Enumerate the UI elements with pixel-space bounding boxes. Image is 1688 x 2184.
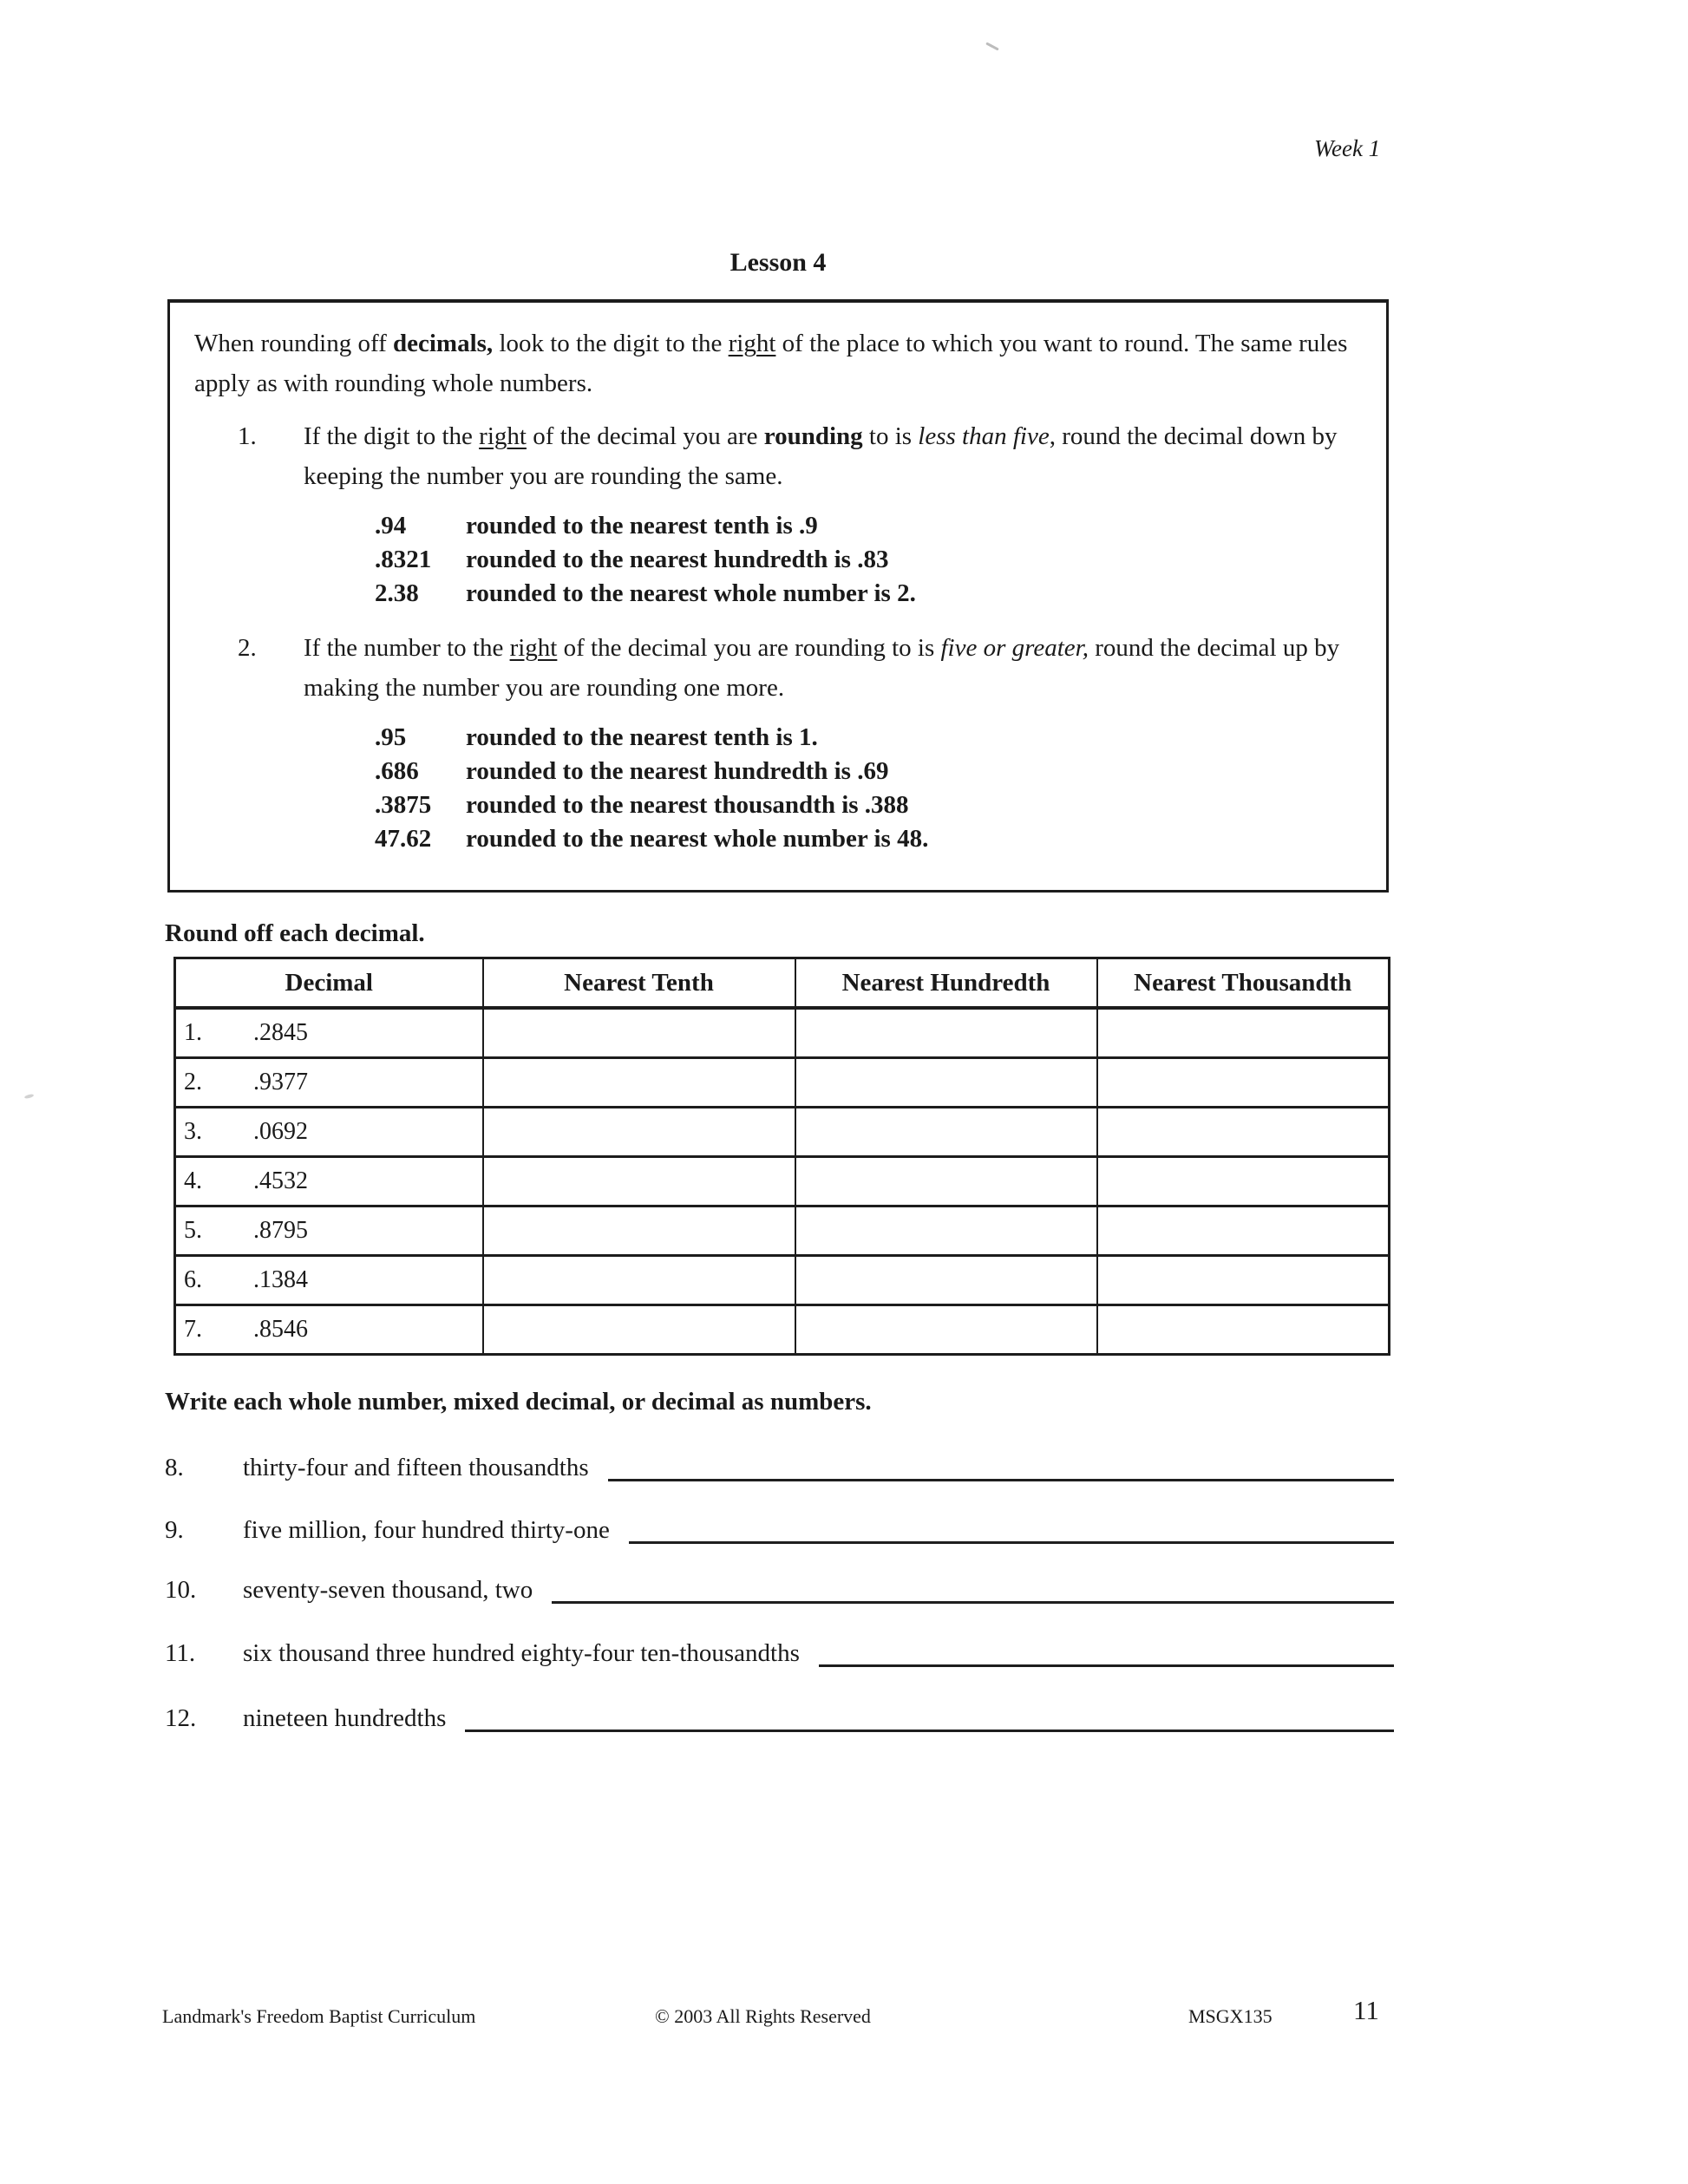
- answer-line[interactable]: [465, 1700, 1394, 1732]
- answer-cell-thousandth[interactable]: [1097, 1108, 1390, 1157]
- answer-cell-hundredth[interactable]: [795, 1108, 1097, 1157]
- rule-1-segment-underlined: right: [479, 422, 527, 450]
- table-header-row: [175, 958, 1390, 1009]
- answer-line[interactable]: [629, 1512, 1394, 1544]
- table-row: [175, 1206, 1390, 1256]
- table-row: [175, 1157, 1390, 1206]
- table-row: [175, 1305, 1390, 1355]
- example-text: rounded to the nearest tenth is .9: [466, 511, 818, 539]
- answer-cell-thousandth[interactable]: [1097, 1157, 1390, 1206]
- question-number: 10.: [165, 1576, 197, 1604]
- decimal-value: .8795: [253, 1217, 308, 1244]
- answer-cell-hundredth[interactable]: [795, 1206, 1097, 1256]
- answer-cell-tenth[interactable]: [483, 1108, 795, 1157]
- footer-course-code: MSGX135: [1188, 2005, 1273, 2027]
- table-row: [175, 1108, 1390, 1157]
- question-number: 11.: [165, 1639, 196, 1667]
- table-row: [175, 1008, 1390, 1058]
- decimal-cell: [175, 1256, 483, 1305]
- example-value: .686: [375, 756, 419, 785]
- decimal-value: .8546: [253, 1316, 308, 1343]
- answer-cell-thousandth[interactable]: [1097, 1008, 1390, 1058]
- intro-segment: When rounding off: [194, 330, 393, 357]
- example-text: rounded to the nearest hundredth is .83: [466, 545, 889, 573]
- example-text: rounded to the nearest tenth is 1.: [466, 723, 818, 751]
- answer-cell-hundredth[interactable]: [795, 1058, 1097, 1108]
- rules-intro-paragraph: [194, 324, 1362, 404]
- page-number: 11: [1353, 1995, 1379, 2025]
- rule-2-segment-italic: five or greater,: [940, 633, 1089, 662]
- example-text: rounded to the nearest whole number is 2.: [466, 579, 916, 607]
- decimal-cell: [175, 1058, 483, 1108]
- answer-cell-hundredth[interactable]: [795, 1157, 1097, 1206]
- question-10: [165, 1572, 1394, 1610]
- row-number: 6.: [184, 1266, 202, 1293]
- answer-cell-thousandth[interactable]: [1097, 1305, 1390, 1355]
- rule-1-segment: , round the decimal down by keeping the number you are rounding the same.: [304, 422, 1338, 491]
- rounding-table: [173, 957, 1390, 1356]
- rule-1-segment: to is: [862, 422, 919, 450]
- question-number: 9.: [165, 1516, 184, 1544]
- rule-1-examples: [375, 509, 1362, 611]
- answer-cell-hundredth[interactable]: [795, 1008, 1097, 1058]
- decimal-value: .1384: [253, 1266, 308, 1293]
- question-text: five million, four hundred thirty-one: [243, 1516, 610, 1544]
- table-instruction: Round off each decimal.: [165, 919, 425, 947]
- rule-2-text: [304, 628, 1362, 709]
- rule-2-number: 2.: [238, 633, 257, 662]
- rule-1-segment-bold: rounding: [763, 422, 863, 450]
- answer-cell-thousandth[interactable]: [1097, 1058, 1390, 1108]
- scan-artifact: [24, 1094, 35, 1100]
- example-row: [375, 721, 1362, 755]
- rule-1-text: [304, 416, 1362, 497]
- example-value: .3875: [375, 791, 432, 820]
- week-label: Week 1: [1314, 135, 1381, 161]
- answer-cell-tenth[interactable]: [483, 1058, 795, 1108]
- rule-1-segment: If the digit to the: [304, 422, 480, 450]
- column-header-nearest-tenth: Nearest Tenth: [483, 958, 795, 1009]
- scan-artifact: [985, 42, 999, 50]
- example-text: rounded to the nearest hundredth is .69: [466, 756, 889, 785]
- intro-segment-underlined: right: [728, 330, 776, 357]
- write-instruction: Write each whole number, mixed decimal, or decimal as numbers.: [165, 1388, 872, 1416]
- question-9: [165, 1512, 1394, 1550]
- question-8: [165, 1449, 1394, 1488]
- rounding-rules-box: [167, 299, 1389, 893]
- example-value: .94: [375, 511, 407, 539]
- row-number: 2.: [184, 1069, 202, 1095]
- question-number: 12.: [165, 1704, 197, 1732]
- example-row: [375, 755, 1362, 788]
- column-header-nearest-hundredth: Nearest Hundredth: [795, 958, 1097, 1009]
- table-row: [175, 1058, 1390, 1108]
- question-text: thirty-four and fifteen thousandths: [243, 1454, 589, 1481]
- rule-2-examples: [375, 721, 1362, 857]
- intro-segment: look to the digit to the: [493, 330, 729, 357]
- footer-publisher: Landmark's Freedom Baptist Curriculum: [162, 2005, 476, 2027]
- row-number: 7.: [184, 1316, 202, 1343]
- example-value: .95: [375, 723, 407, 751]
- example-value: 2.38: [375, 579, 419, 607]
- rule-1-segment: of the decimal you are: [526, 422, 764, 450]
- rule-2-segment: of the decimal you are rounding to is: [557, 633, 941, 662]
- answer-cell-tenth[interactable]: [483, 1256, 795, 1305]
- decimal-cell: [175, 1206, 483, 1256]
- answer-cell-thousandth[interactable]: [1097, 1206, 1390, 1256]
- rule-1-number: 1.: [238, 422, 257, 450]
- rule-2-segment: round the decimal up by making the number you are rounding one more.: [304, 633, 1340, 703]
- answer-line[interactable]: [552, 1572, 1394, 1604]
- decimal-cell: [175, 1008, 483, 1058]
- row-number: 5.: [184, 1217, 202, 1244]
- answer-cell-tenth[interactable]: [483, 1008, 795, 1058]
- lesson-title: Lesson 4: [730, 248, 827, 277]
- column-header-nearest-thousandth: Nearest Thousandth: [1097, 958, 1390, 1009]
- answer-cell-hundredth[interactable]: [795, 1256, 1097, 1305]
- example-text: rounded to the nearest thousandth is .388: [466, 791, 909, 820]
- question-11: [165, 1635, 1394, 1673]
- decimal-cell: [175, 1157, 483, 1206]
- example-row: [375, 543, 1362, 577]
- example-row: [375, 788, 1362, 822]
- decimal-value: .2845: [253, 1019, 308, 1046]
- decimal-value: .9377: [253, 1069, 308, 1095]
- answer-line[interactable]: [608, 1449, 1394, 1481]
- question-text: six thousand three hundred eighty-four ten-thousandths: [243, 1639, 800, 1667]
- decimal-value: .4532: [253, 1167, 308, 1194]
- rule-2-segment-underlined: right: [509, 633, 558, 662]
- example-row: [375, 509, 1362, 543]
- rule-2-body: [304, 628, 1362, 873]
- example-row: [375, 577, 1362, 611]
- table-row: [175, 1256, 1390, 1305]
- answer-cell-tenth[interactable]: [483, 1157, 795, 1206]
- row-number: 4.: [184, 1167, 202, 1194]
- row-number: 3.: [184, 1118, 202, 1145]
- intro-segment-bold: decimals,: [393, 330, 494, 357]
- answer-cell-tenth[interactable]: [483, 1206, 795, 1256]
- rule-1-segment-italic: less than five: [918, 422, 1050, 450]
- answer-cell-tenth[interactable]: [483, 1305, 795, 1355]
- decimal-cell: [175, 1305, 483, 1355]
- rule-2: [238, 628, 1362, 873]
- answer-cell-thousandth[interactable]: [1097, 1256, 1390, 1305]
- column-header-decimal: Decimal: [175, 958, 483, 1009]
- example-value: 47.62: [375, 825, 432, 853]
- intro-segment: of the place to which you want to round. The same rules apply as with rounding whole numbers.: [194, 330, 1348, 398]
- question-text: seventy-seven thousand, two: [243, 1576, 533, 1604]
- example-value: .8321: [375, 545, 432, 573]
- footer-copyright: © 2003 All Rights Reserved: [655, 2005, 871, 2027]
- rule-1: [238, 416, 1362, 628]
- question-text: nineteen hundredths: [243, 1704, 447, 1732]
- decimal-value: .0692: [253, 1118, 308, 1145]
- example-row: [375, 822, 1362, 856]
- rule-1-body: [304, 416, 1362, 628]
- question-number: 8.: [165, 1454, 184, 1481]
- row-number: 1.: [184, 1019, 202, 1046]
- example-text: rounded to the nearest whole number is 48.: [466, 825, 929, 853]
- decimal-cell: [175, 1108, 483, 1157]
- answer-cell-hundredth[interactable]: [795, 1305, 1097, 1355]
- question-12: [165, 1700, 1394, 1738]
- rule-2-segment: If the number to the: [304, 633, 510, 662]
- answer-line[interactable]: [819, 1635, 1394, 1667]
